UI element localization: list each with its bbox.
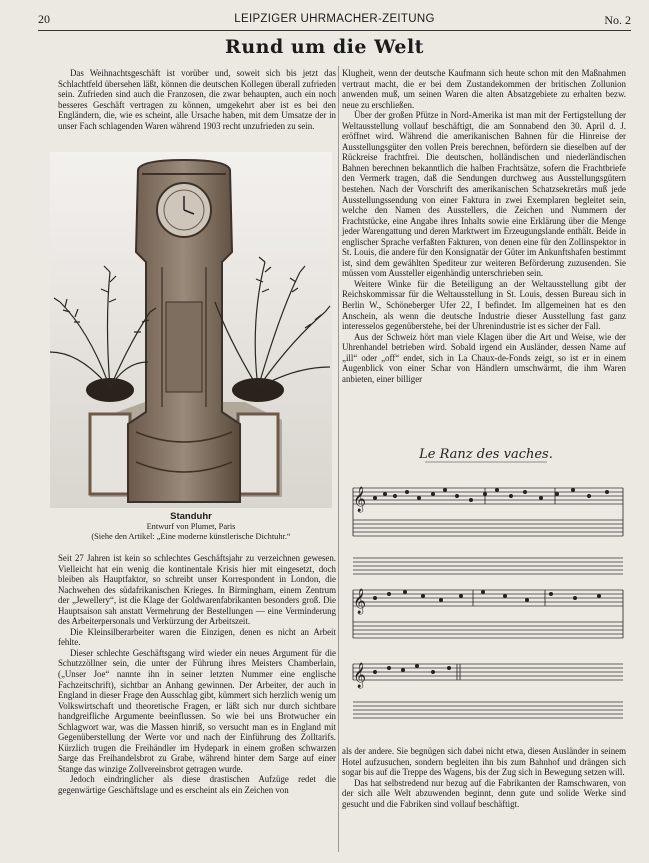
- paragraph: Jedoch eindringlicher als diese drastischen Aufzüge redet die gegenwärtige Geschäftslage und es erscheint als ein Zeichen von: [58, 774, 336, 796]
- staff-system-1: [353, 488, 623, 574]
- paragraph: als der andere. Sie begnügen sich dabei nicht etwa, diesen Ausländer in seinem Hotel aufzusuchen, sondern begleiten ihn bis zum Bahnhof und drängen sich sogar bis auf die Treppe des Wagens, bis der Zug sich in Bewegung setzen will.: [342, 746, 626, 778]
- paragraph: Das Weihnachtsgeschäft ist vorüber und, soweit sich bis jetzt das Schlachtfeld übersehen läßt, können die deutschen Kollegen überall zufrieden sein. Zufrieden sind auch die Franzosen, die zwar behaupten, auch ein noch besseres Geschäft vertragen zu können, umgekehrt aber ist es bei den Engländern, die, wie es scheint, alle Ursache haben, mit dem Umsatze der in unser Fach schlagenden Waren während 1903 recht unzufrieden zu sein.: [58, 68, 336, 131]
- article-title: Rund um die Welt: [225, 36, 424, 58]
- issue-number: No. 2: [604, 13, 631, 27]
- paragraph: Das hat selbstredend nur bezug auf die Fabrikanten der Ramschwaren, von der sich alle Welt abzuwenden beginnt, denn gute und solide Werke sind gesucht und die Fabriken sind vollauf beschäftigt.: [342, 777, 626, 809]
- running-header: [38, 12, 631, 26]
- clock-illustration: [50, 152, 332, 508]
- column-1-bottom: [58, 553, 336, 796]
- notes: [353, 486, 609, 688]
- paragraph: Dieser schlechte Geschäftsgang wird wieder ein neues Argument für die Schutzzöllner sein, die unter der Führung ihres Meisters Chamberlain, („Unser Joe“ nannte ihn in seiner letzten Nummer eine englische Fachzeitschrift), sichtbar an Anhang gewinnen. Der Arbeiter, der auch in England in dieser Frage den Ausschlag gibt, kümmert sich herzlich wenig um Volkswirtschaft und theoretische Fragen, er läßt sich nur durch sichtbare handgreifliche Argumente beeinflussen. So wie bei uns Brotwucher ein Schlagwort war, was die Massen hinriß, so versucht man es in England mit Gegenüberstellung der Werte vor und nach der Einführung des Zolltarifs. Kürzlich trugen die Freihändler im Hydepark in einem großen schwarzen Sarge das Freihandelsbrot zu Grabe, während hinter dem Sarge auf einer Stange das winzige Zollvereinsbrot getragen wurde.: [58, 647, 336, 774]
- paragraph: Weitere Winke für die Beteiligung an der Weltausstellung gibt der Reichskommissar für die Weltausstellung in St. Louis, dessen Bureau sich in Berlin W., Schöneberger Ufer 22, I befindet. Im allgemeinen hat es den Anschein, als wenn die deutsche Industrie dieser Ausstellung fast ganz interesselos gegenüberstehe, bei der Uhrenindustrie ist es sicher der Fall.: [342, 278, 626, 332]
- paragraph: Die Kleinsilberarbeiter waren die Einzigen, denen es nicht an Arbeit fehlte.: [58, 626, 336, 648]
- publication-name: LEIPZIGER UHRMACHER-ZEITUNG: [234, 13, 435, 25]
- paragraph: Klugheit, wenn der deutsche Kaufmann sich heute schon mit den Maßnahmen vertraut macht, die er bei dem Zustandekommen der britischen Zollunion anwenden muß, um seinen Waren die alten Absatzgebiete zu erhalten bezw. neue zu erschließen.: [342, 68, 626, 110]
- column-1-top: [58, 68, 336, 131]
- music-score: [345, 440, 627, 740]
- figure-caption: [50, 512, 332, 542]
- paragraph: Über der großen Pfütze in Nord-Amerika ist man mit der Fertigstellung der Weltausstellung vollauf beschäftigt, die am Sonnabend den 30. April d. J. eröffnet wird. Während die amerikanischen Bahnen für die Hinreise der Ausstellungsgüter den vollen Preis berechnen, befördern sie dieselben auf der Rückreise frachtfrei. Die deutschen, holländischen und niederländischen Bahnen berechnen bekanntlich die halben Frachtsätze, sofern die Frachtbriefe den Vermerk tragen, daß die Sendungen durchweg aus Ausstellungsgütern bestehen. Nach der Vorschrift des amerikanischen Schatzsekretärs muß jede Ausstellungssendung von einer Faktura in zwei Exemplaren begleitet sein, welche den Namen des Ausstellers, die Zeichen und Nummern der Frachtstücke, eine Angabe ihres Inhalts sowie eine Erklärung über die Menge jeder Warengattung und deren Marktwert im Erzeugungslande enthält. Beide in englischer Sprache verfaßten Fakturen, von denen eine für den Zollinspektor in St. Louis, die andere für den Konsignatär der Güter im Ankunftshafen bestimmt ist, sind dem gewählten Spediteur zur weiteren Beförderung zuzusenden. Sie müssen vom Aussteller eigenhändig unterschrieben sein.: [342, 110, 626, 279]
- svg-text:𝄞: 𝄞: [353, 663, 367, 688]
- caption-title: Standuhr: [170, 511, 212, 522]
- caption-reference: (Siehe den Artikel: „Eine moderne künstlerische Dichtuhr.“: [91, 532, 291, 541]
- barlines: [353, 488, 623, 680]
- svg-text:𝄞: 𝄞: [353, 487, 367, 512]
- column-2-bottom: [342, 746, 626, 809]
- paragraph: Aus der Schweiz hört man viele Klagen über die Art und Weise, wie der Uhrenhandel betrieben wird. Sobald irgend ein Ausländer, dessen Name auf „ill“ oder „off“ endet, sich in La Chaux-de-Fonds zeigt, so ist er in einem Augenblick von einer Schar von Händlern umschwärmt, die ihm Waren anbieten, einer billiger: [342, 331, 626, 384]
- column-2-top: [342, 68, 626, 384]
- column-divider: [338, 66, 339, 852]
- svg-text:𝄞: 𝄞: [353, 589, 367, 614]
- page-number: 20: [38, 12, 50, 26]
- header-rule: [38, 30, 631, 31]
- paragraph: Seit 27 Jahren ist kein so schlechtes Geschäftsjahr zu verzeichnen gewesen. Vielleicht hat ein wenig die kontinentale Krisis hier mit eingesetzt, doch bleiben als Hauptfaktor, so schreibt unser Korrespondent in London, die Nachwehen des südafrikanischen Krieges. In Birmingham, einem Zentrum der „Jewellery“, ist die Klage der Goldwarenfabrikanten besonders groß. Die Hauptsaison sah anstatt Vermehrung der Bestellungen — eine Verminderung des Arbeiterpersonals und Verkürzung der Arbeitszeit.: [58, 553, 336, 627]
- caption-credit: Entwurf von Plumet, Paris: [146, 522, 236, 531]
- music-title: Le Ranz des vaches.: [419, 447, 553, 462]
- staff-system-2: [353, 590, 623, 718]
